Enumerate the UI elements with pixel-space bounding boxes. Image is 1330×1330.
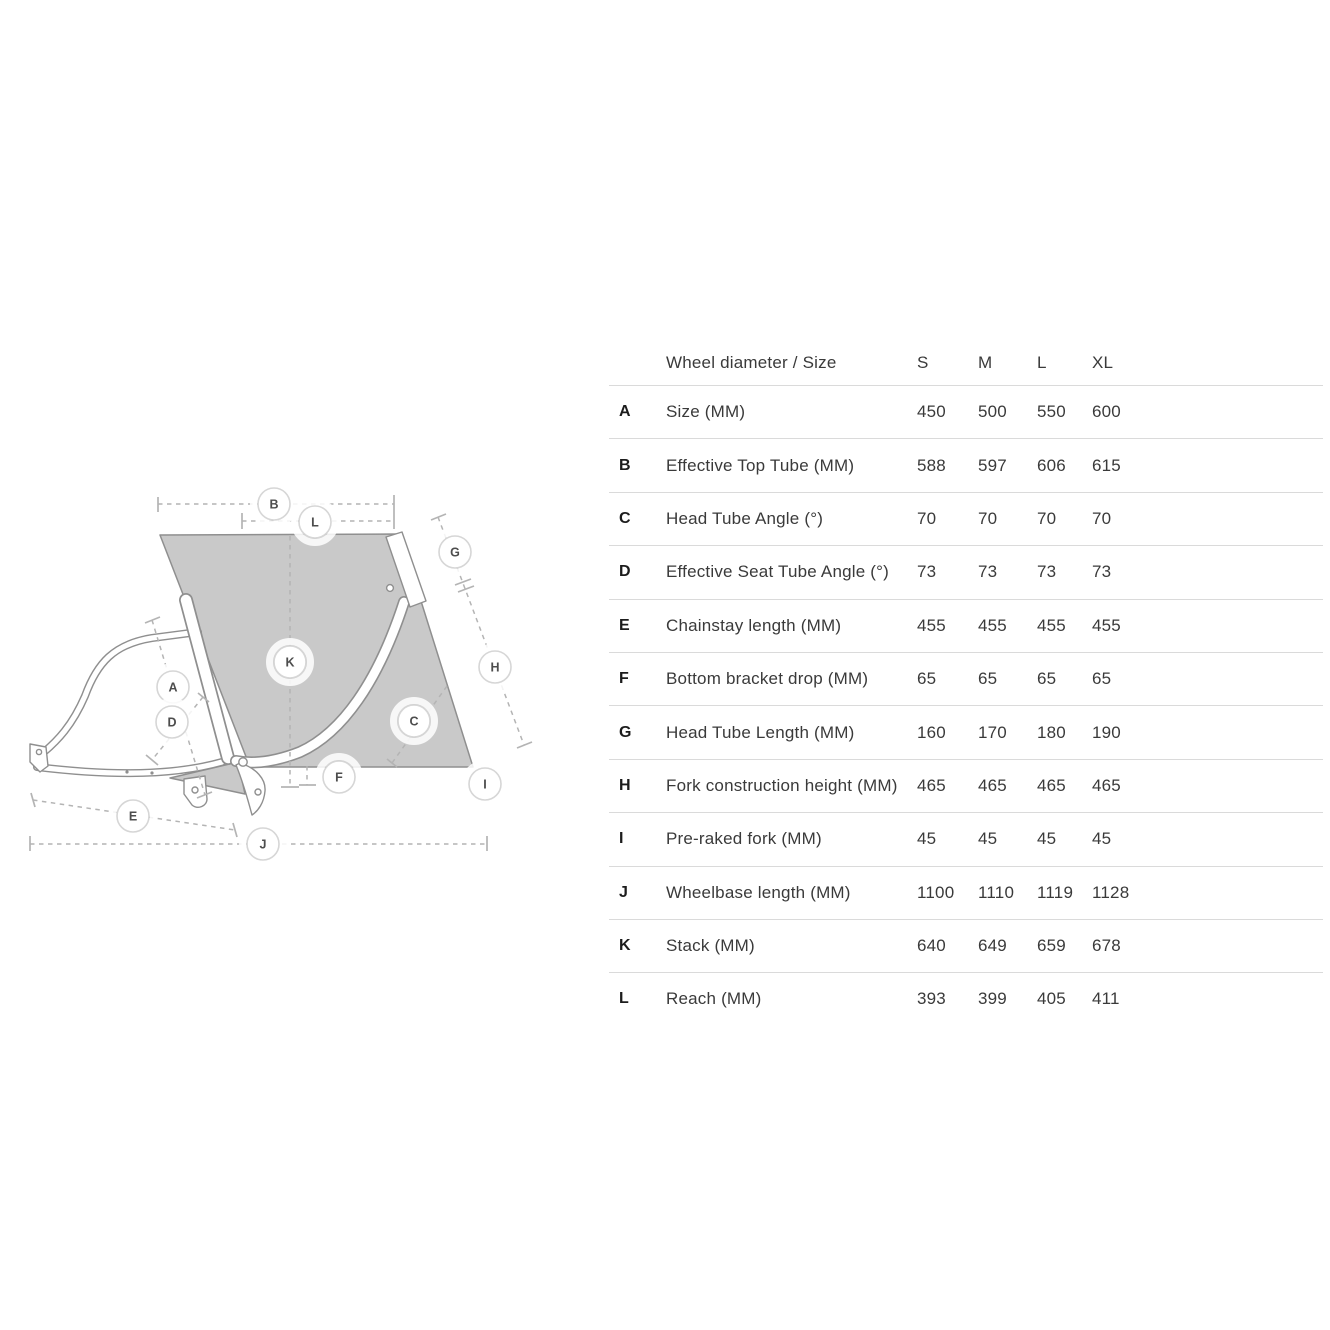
table-cell-value: 45: [1037, 829, 1057, 849]
table-cell-value: 65: [917, 669, 937, 689]
table-cell-value: 399: [978, 989, 1007, 1009]
table-cell-value: 45: [978, 829, 998, 849]
svg-text:F: F: [335, 770, 343, 785]
table-cell-value: 1119: [1037, 882, 1074, 902]
table-cell-letter: L: [619, 990, 629, 1008]
table-cell-letter: F: [619, 670, 629, 688]
table-row: [609, 438, 1323, 491]
svg-text:L: L: [311, 515, 319, 530]
table-cell-label: Head Tube Angle (°): [666, 508, 824, 528]
size-marker-K: [270, 642, 311, 683]
table-cell-value: 615: [1092, 455, 1121, 475]
table-cell-value: 45: [917, 829, 937, 849]
table-cell-value: 500: [978, 402, 1007, 422]
table-cell-value: 393: [917, 989, 946, 1009]
dropout-bolt: [36, 749, 41, 754]
size-marker-F: [319, 757, 360, 798]
plate-bolt: [192, 787, 198, 793]
table-cell-value: 588: [917, 455, 946, 475]
table-cell-value: 411: [1092, 989, 1120, 1009]
table-cell-label: Size (MM): [666, 402, 746, 422]
size-marker-D: [152, 702, 193, 743]
table-cell-label: Effective Seat Tube Angle (°): [666, 562, 890, 582]
svg-text:D: D: [167, 715, 177, 730]
gusset-bolt: [387, 585, 394, 592]
table-row: [609, 599, 1323, 652]
table-cell-value: 65: [978, 669, 998, 689]
table-cell-label: Pre-raked fork (MM): [666, 829, 822, 849]
svg-text:C: C: [409, 714, 419, 729]
table-cell-value: 70: [917, 508, 937, 528]
table-cell-letter: E: [619, 616, 630, 634]
table-row: [609, 812, 1323, 865]
table-row: [609, 385, 1323, 438]
svg-text:I: I: [483, 777, 487, 792]
table-header-size-L: L: [1037, 352, 1047, 372]
bottom-bracket: [239, 758, 247, 766]
table-cell-label: Effective Top Tube (MM): [666, 455, 855, 475]
table-cell-label: Wheelbase length (MM): [666, 882, 851, 902]
table-cell-value: 170: [978, 722, 1007, 742]
table-cell-value: 405: [1037, 989, 1066, 1009]
table-cell-label: Stack (MM): [666, 936, 755, 956]
table-header-size-XL: XL: [1092, 352, 1114, 372]
svg-text:G: G: [450, 545, 460, 560]
table-cell-label: Fork construction height (MM): [666, 775, 898, 795]
svg-text:A: A: [168, 680, 178, 695]
table-row: [609, 972, 1323, 1025]
table-header-label: Wheel diameter / Size: [666, 352, 837, 372]
table-cell-value: 465: [917, 775, 946, 795]
table-cell-letter: D: [619, 563, 631, 581]
table-cell-value: 597: [978, 455, 1007, 475]
table-cell-letter: K: [619, 937, 631, 955]
table-cell-value: 659: [1037, 936, 1066, 956]
table-cell-label: Reach (MM): [666, 989, 762, 1009]
table-header-size-M: M: [978, 352, 993, 372]
table-row: [609, 866, 1323, 919]
table-cell-value: 606: [1037, 455, 1066, 475]
table-cell-value: 65: [1037, 669, 1057, 689]
table-cell-value: 70: [978, 508, 998, 528]
size-marker-C: [394, 701, 435, 742]
svg-text:H: H: [490, 660, 500, 675]
table-cell-value: 640: [917, 936, 946, 956]
size-marker-B: [254, 484, 295, 525]
size-marker-E: [113, 796, 154, 837]
table-cell-value: 465: [978, 775, 1007, 795]
size-marker-G: [435, 532, 476, 573]
table-cell-value: 160: [917, 722, 946, 742]
size-marker-I: [465, 764, 506, 805]
table-cell-value: 1100: [917, 882, 955, 902]
table-cell-value: 465: [1037, 775, 1066, 795]
table-cell-label: Chainstay length (MM): [666, 615, 842, 635]
svg-text:E: E: [128, 809, 138, 824]
kickstand-bolt: [255, 789, 261, 795]
table-cell-value: 73: [917, 562, 937, 582]
bike-geometry-diagram: [0, 450, 570, 880]
table-cell-value: 73: [978, 562, 998, 582]
svg-text:K: K: [285, 655, 295, 670]
table-cell-value: 600: [1092, 402, 1121, 422]
table-cell-value: 678: [1092, 936, 1121, 956]
table-cell-letter: B: [619, 456, 631, 474]
table-cell-value: 1110: [978, 882, 1015, 902]
svg-text:J: J: [259, 837, 267, 852]
table-header-size-S: S: [917, 352, 929, 372]
table-header-row: [609, 340, 1323, 385]
table-cell-value: 73: [1037, 562, 1057, 582]
table-cell-value: 180: [1037, 722, 1066, 742]
table-cell-value: 455: [1092, 615, 1121, 635]
table-cell-value: 455: [1037, 615, 1066, 635]
table-cell-letter: C: [619, 509, 631, 527]
table-cell-value: 70: [1037, 508, 1057, 528]
table-cell-value: 73: [1092, 562, 1112, 582]
geometry-table-rows: [609, 385, 1323, 1026]
table-cell-value: 649: [978, 936, 1007, 956]
table-cell-letter: A: [619, 403, 631, 421]
size-marker-L: [295, 502, 336, 543]
size-marker-H: [475, 647, 516, 688]
table-row: [609, 492, 1323, 545]
table-cell-letter: G: [619, 723, 632, 741]
table-row: [609, 652, 1323, 705]
table-cell-value: 455: [917, 615, 946, 635]
table-cell-label: Bottom bracket drop (MM): [666, 669, 869, 689]
table-cell-value: 455: [978, 615, 1007, 635]
table-cell-letter: H: [619, 776, 631, 794]
table-cell-value: 45: [1092, 829, 1112, 849]
table-row: [609, 705, 1323, 758]
table-cell-label: Head Tube Length (MM): [666, 722, 855, 742]
table-row: [609, 545, 1323, 598]
table-cell-value: 465: [1092, 775, 1121, 795]
table-cell-letter: J: [619, 883, 628, 901]
size-marker-J: [243, 824, 284, 865]
rear-dropout: [30, 744, 48, 772]
geometry-table: [609, 340, 1323, 1026]
table-row: [609, 919, 1323, 972]
table-cell-value: 65: [1092, 669, 1112, 689]
table-cell-value: 190: [1092, 722, 1121, 742]
table-cell-letter: I: [619, 830, 624, 848]
table-cell-value: 450: [917, 402, 946, 422]
table-cell-value: 1128: [1092, 882, 1130, 902]
table-cell-value: 550: [1037, 402, 1066, 422]
table-row: [609, 759, 1323, 812]
svg-text:B: B: [269, 497, 279, 512]
table-cell-value: 70: [1092, 508, 1112, 528]
